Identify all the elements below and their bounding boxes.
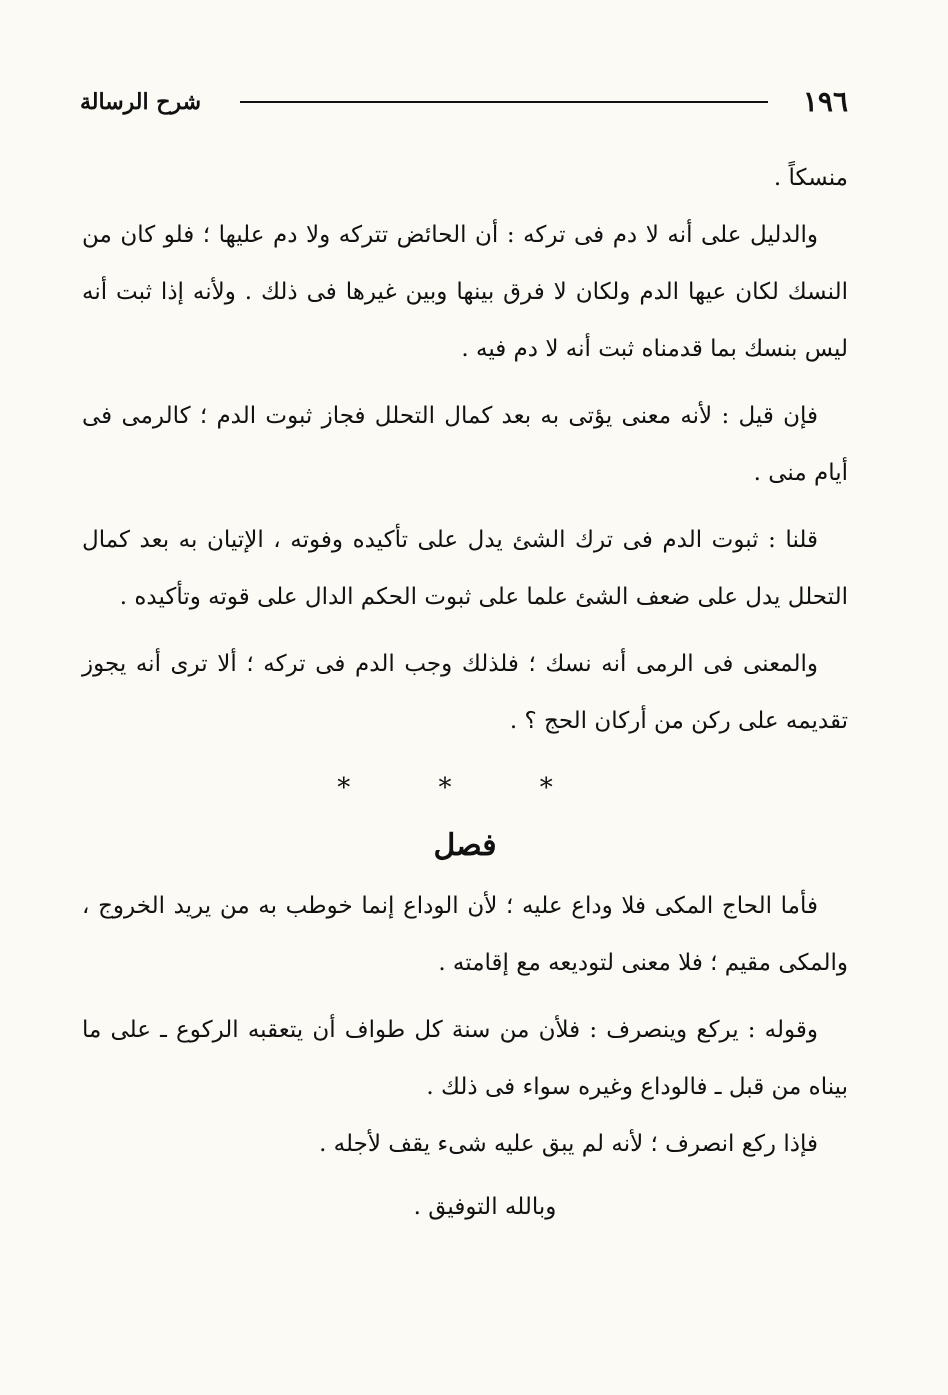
- section-heading: فصل: [433, 828, 497, 863]
- paragraph-evidence: والدليل على أنه لا دم فى تركه : أن الحائض تتركه ولا دم عليها ؛ فلو كان من النسك لكان عيها الدم ولكان لا فرق بينها وبين غيرها فى ذلك . ولأنه إذا ثبت أنه ليس بنسك بما قدمناه ثبت أنه لا دم فيه .: [82, 222, 848, 362]
- paragraph-bowing: وقوله : يركع وينصرف : فلأن من سنة كل طواف أن يتعقبه الركوع ـ على ما بيناه من قبل ـ فالوداع وغيره سواء فى ذلك .: [82, 1017, 848, 1100]
- paragraph-objection: فإن قيل : لأنه معنى يؤتى به بعد كمال التحلل فجاز ثبوت الدم ؛ كالرمى فى أيام منى .: [82, 403, 848, 486]
- paragraph-meccan-pilgrim: فأما الحاج المكى فلا وداع عليه ؛ لأن الوداع إنما خوطب به من يريد الخروج ، والمكى مقيم ؛ فلا معنى لتوديعه مع إقامته .: [82, 893, 848, 976]
- paragraph-continuation: منسكاً .: [773, 165, 848, 191]
- page-body: [82, 150, 848, 1237]
- header-rule: [240, 101, 768, 103]
- paragraph-reply: قلنا : ثبوت الدم فى ترك الشئ يدل على تأكيده وفوته ، الإتيان به بعد كمال التحلل يدل على ضعف الشئ علما على ثبوت الحكم الدال على قوته وتأكيده .: [82, 527, 848, 610]
- paragraph-departure: فإذا ركع انصرف ؛ لأنه لم يبق عليه شىء يقف لأجله .: [319, 1131, 818, 1157]
- paragraph-stoning: والمعنى فى الرمى أنه نسك ؛ فلذلك وجب الدم فى تركه ؛ ألا ترى أنه يجوز تقديمه على ركن من أركان الحج ؟ .: [82, 651, 848, 734]
- page-number: ١٩٦: [802, 85, 848, 118]
- closing-formula: وبالله التوفيق .: [413, 1194, 557, 1220]
- page-header: [80, 82, 848, 122]
- section-separator: * * *: [337, 773, 593, 803]
- running-title: شرح الرسالة: [80, 89, 202, 115]
